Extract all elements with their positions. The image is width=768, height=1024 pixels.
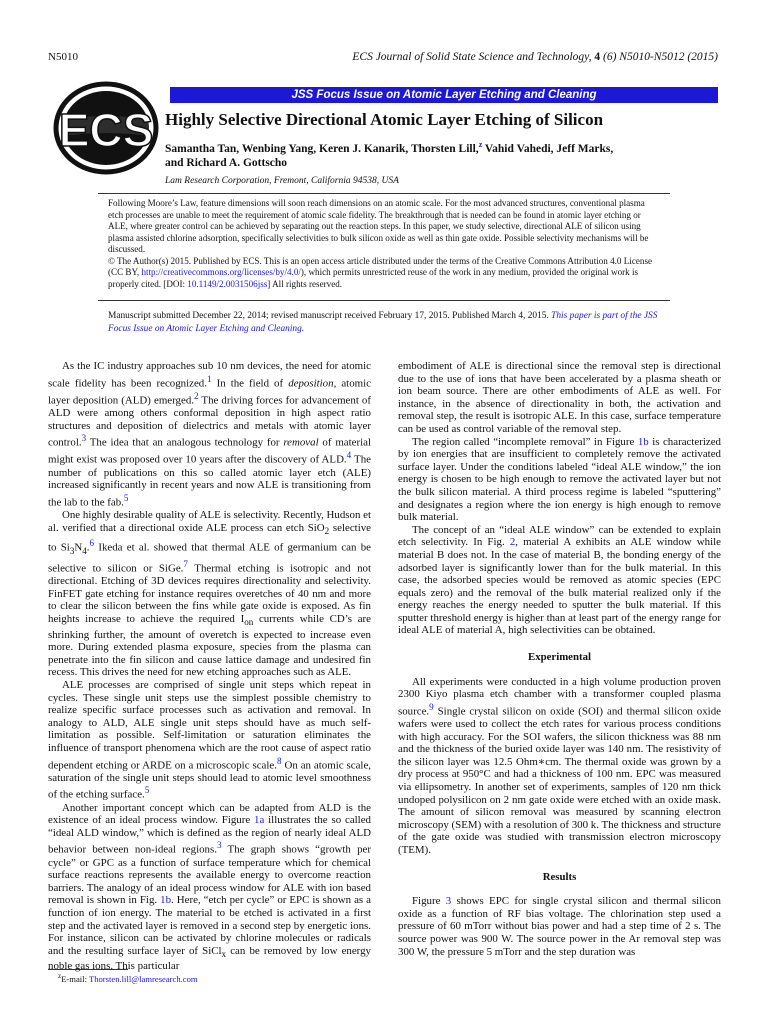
ref-link[interactable]: 7 [183, 558, 188, 569]
focus-issue-banner: JSS Focus Issue on Atomic Layer Etching and Cleaning [170, 87, 718, 103]
authors-line1b: Vahid Vahedi, Jeff Marks, [482, 142, 614, 155]
ref-link[interactable]: 3 [81, 433, 87, 444]
ref-link[interactable]: 3 [216, 840, 222, 851]
manuscript-history [108, 310, 662, 335]
right-paragraph-1: embodiment of ALE is directional since the removal step is directional due to the use of ions that have been accelerated by a plasma sheath or ion beam source. There are other embodiments of ALE as well. For instance, in the absence of directionality in both, the activation and removal step, the result is isotropic ALE. In this case, surface temperature can be used as control variable of the removal step. [398, 360, 721, 435]
figure-link[interactable]: 1a [254, 814, 265, 827]
abstract-text: Following Moore’s Law, feature dimensions will soon reach dimensions on an atomic scale. For the most advanced structures, conventional plasma etch processes are unable to meet the requirement of atomic scale fidelity. The breakthrough that is needed can be found in atomic layer etching or ALE, where greater control can be achieved by separating out the reaction steps. In this paper, we study selective, directional ALE of silicon using plasma assisted chlorine adsorption, specifically selectivities to bulk silicon oxide as well as thin gate oxide. Possible selectivity mechanisms will be discussed. [108, 198, 649, 254]
abstract [108, 198, 662, 290]
article-title: Highly Selective Directional Atomic Layer Etching of Silicon [165, 110, 604, 129]
figure-link[interactable]: 3 [445, 895, 452, 908]
ref-link[interactable]: 1 [206, 373, 212, 384]
left-column [48, 360, 371, 973]
ecs-logo-text: ECS [58, 104, 154, 156]
manuscript-dates: Manuscript submitted December 22, 2014; revised manuscript received February 17, 2015. Published March 4, 2015. [108, 311, 552, 321]
affiliation: Lam Research Corporation, Fremont, California 94538, USA [165, 176, 399, 186]
journal-issue-pages: (6) N5010-N5012 (2015) [600, 51, 718, 63]
right-paragraph-2: The region called “incomplete removal” in Figure 1b is characterized by ion energies that are insufficient to completely remove the activated surface layer. Under the conditions labeled “ideal ALE window,” the ion energy is chosen to be high enough to remove the activated layer but not the bulk silicon material. A third process regime is labeled “sputtering” and designates a region where the ion energy is high enough to remove bulk material. [398, 435, 721, 524]
authors-line1: Samantha Tan, Wenbing Yang, Keren J. Kanarik, Thorsten Lill, [165, 142, 479, 155]
figure-link[interactable]: 1b [637, 435, 649, 448]
ref-link[interactable]: 5 [123, 492, 129, 503]
copyright-text-2: ), which permits unrestricted reuse of the work in any medium, provided the original work is properly cited. [DOI: [108, 267, 639, 289]
ref-link[interactable]: 2 [194, 390, 199, 401]
corresponding-author-mark[interactable]: z [478, 140, 483, 149]
email-link[interactable]: Thorsten.lill@lamresearch.com [88, 973, 198, 984]
figure-link[interactable]: 1b [160, 894, 172, 907]
footnote-label: E-mail: [61, 973, 89, 984]
ref-link[interactable]: 8 [276, 755, 282, 766]
author-list [165, 138, 725, 170]
results-heading: Results [542, 870, 577, 883]
page-id: N5010 [48, 51, 78, 63]
left-paragraph-1: As the IC industry approaches sub 10 nm devices, the need for atomic scale fidelity has been recognized.$^1$ In the field of deposition, atomic layer deposition (ALD) emerged.$^2$ The driving forces for advancement of ALD were among others conformal deposition in high aspect ratio structures and deposition of dielectrics and metals with atomic layer control.$^3$ The idea that an analogous technology for removal of material might exist was proposed over 10 years after the discovery of ALD.$^4$ The number of publications on this so called atomic layer etch (ALE) increased significantly in recent years and now ALE is transitioning from the lab to the fab.$^5$ [48, 360, 371, 509]
ref-link[interactable]: 4 [346, 450, 352, 461]
doi-link[interactable]: 10.1149/2.0031506jss [187, 278, 268, 289]
ref-link[interactable]: 6 [89, 538, 95, 549]
footnote-rule [48, 969, 128, 970]
copyright-text-1: © The Author(s) 2015. Published by ECS. This is an open access article distributed under the terms of the Creative Commons Attribution 4.0 License (CC BY, [108, 255, 653, 277]
journal-header [160, 51, 718, 63]
ecs-logo [52, 80, 160, 176]
journal-volume: 4 [594, 51, 601, 63]
ref-link[interactable]: 9 [429, 701, 434, 712]
copyright-text-3: ] All rights reserved. [267, 278, 343, 289]
left-paragraph-3: ALE processes are comprised of single unit steps which repeat in cycles. These single unit steps use the simplest possible chemistry to realize specific surface processes such as activation and removal. In analogy to ALD, ALE single unit steps should have as much self-limitation as possible. Self-limitation or saturation eliminates the influence of transport phenomena which are the root cause of aspect ratio dependent etching or ARDE on a microscopic scale.$^8$ On an atomic scale, saturation of the single unit steps should lead to atomic level smoothness of the etching surface.$^5$ [48, 678, 371, 801]
figure-link[interactable]: 2 [509, 536, 516, 549]
footnote [58, 972, 198, 984]
right-paragraph-5: Figure 3 shows EPC for single crystal silicon and thermal silicon oxide as a function of RF bias voltage. The chlorination step used a pressure of 60 mTorr without bias power and had a step time of 2 s. The source power was 900 W. The source power in the Ar removal step was 300 W, the pressure 5 mTorr and the step duration was [398, 895, 721, 958]
abstract-bottom-rule [98, 300, 670, 301]
abstract-top-rule [98, 193, 670, 194]
left-paragraph-2: One highly desirable quality of ALE is selectivity. Recently, Hudson et al. verified that a directional oxide ALE process can etch SiO$_2$ selective to $Si_3N_4.^6$ Ikeda et al. showed that thermal ALE of germanium can be selective to silicon or SiGe.$^7$ Thermal etching is isotropic and not directional. Etching of 3D devices requires directionality and selectivity. FinFET gate etching for instance requires overetches of 40 nm and more to clear the silicon between the fins while gate oxide is exposed. As fin heights increase to achieve the required $I_{on}$ currents while CD’s are shrinking further, the amount of overetch is expected to increase even more. During extended plasma exposure, species from the plasma can penetrate into the fin silicon and cause lattice damage and undesired fin recess. This drives the need for new etching approaches such as ALE. [48, 509, 372, 679]
ref-link[interactable]: 5 [144, 785, 150, 796]
focus-issue-link[interactable]: This paper is part of the JSS Focus Issue on Atomic Layer Etching and Cleaning. [108, 311, 658, 334]
footnote-mark: z [58, 972, 62, 980]
left-paragraph-4: Another important concept which can be adapted from ALD is the existence of an ideal process window. Figure 1a illustrates the so called “ideal ALD window,” which is defined as the region of nearly ideal ALD behavior between non-ideal regions.$^3$ The graph shows “growth per cycle” or GPC as a function of surface temperature which for chemical surface reactions represents the available energy to overcome reaction barriers. The analogy of an ideal process window for ALE with ion based removal is shown in Fig. 1b. Here, “etch per cycle” or EPC is shown as a function of ion energy. The material to be etched is activated in a first step and the activated layer is removed in a second step by energetic ions. For instance, silicon can be activated by chlorine molecules or radicals and the resulting surface layer of SiCl$_x$ can be removed by low energy noble gas ions. This particular [48, 801, 371, 973]
right-paragraph-3: The concept of an “ideal ALE window” can be extended to explain etch selectivity. In Fig. 2, material A exhibits an ALE window while material B does not. In the case of material B, the bonding energy of the adsorbed layer is significantly lower than for the bulk material. In this case, the adsorbed species would be removed as atomic species (EPC equals zero) and the removal of the bulk material realized only if the energy reaches the energy needed to sputter the bulk material. If this sputter threshold energy is higher than at least part of the energy range for ideal ALE of material A, high selectivities can be obtained. [398, 523, 721, 637]
experimental-heading: Experimental [528, 651, 591, 664]
right-column [398, 360, 721, 958]
journal-name: ECS Journal of Solid State Science and Technology, [352, 51, 592, 63]
authors-line2: and Richard A. Gottscho [165, 156, 288, 169]
license-link[interactable]: http://creativecommons.org/licenses/by/4.0/ [141, 267, 301, 277]
right-paragraph-4: All experiments were conducted in a high volume production proven 2300 Kiyo plasma etch chamber with a transformer coupled plasma source.$^9$ Single crystal silicon on oxide (SOI) and thermal silicon oxide wafers were used to collect the etch rates for various process conditions with high accuracy. For the SOI wafers, the silicon thickness was 88 nm and the thickness of the buried oxide layer was 140 nm. The resistivity of the silicon layer was 12.5 Ohm∗cm. The thermal oxide was grown by a dry process at 950°C and had a thickness of 100 nm. EPC was measured via ellipsometry. In another set of experiments, samples of 120 nm thick undoped polysilicon on 2 nm gate oxide were etched with an oxide mask. The amount of silicon removal was measured by scanning electron microscopy (SEM) with a resolution of 300 k. The thickness and structure of the gate oxide was studied with transmission electron microscopy (TEM). [398, 675, 721, 856]
